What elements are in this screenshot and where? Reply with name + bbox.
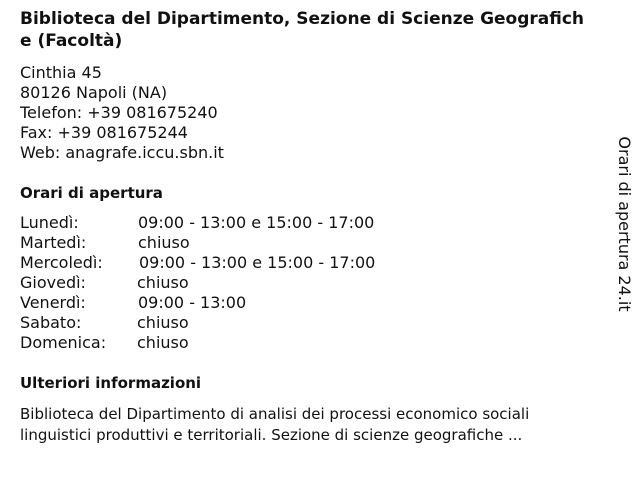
day-hours: chiuso xyxy=(137,313,189,332)
info-heading: Ulteriori informazioni xyxy=(20,374,202,392)
brand-text: Orari di apertura 24.it xyxy=(615,136,634,312)
day-hours: chiuso xyxy=(138,233,190,252)
website-link[interactable]: Web: anagrafe.iccu.sbn.it xyxy=(20,143,224,162)
day-label: Mercoledì: xyxy=(20,253,103,272)
fax-number: Fax: +39 081675244 xyxy=(20,123,188,142)
description-line: linguistici produttivi e territoriali. Sezione di scienze geografiche ... xyxy=(20,426,523,444)
day-label: Lunedì: xyxy=(20,213,79,232)
day-label: Sabato: xyxy=(20,313,82,332)
day-hours: 09:00 - 13:00 xyxy=(138,293,247,312)
day-hours: 09:00 - 13:00 e 15:00 - 17:00 xyxy=(139,253,376,272)
day-hours: chiuso xyxy=(137,273,189,292)
hours-heading: Orari di apertura xyxy=(20,184,163,202)
address-block xyxy=(20,63,224,163)
description-line: Biblioteca del Dipartimento di analisi dei processi economico sociali xyxy=(20,405,530,423)
street-address: Cinthia 45 xyxy=(20,63,102,82)
description xyxy=(20,404,620,446)
day-label: Giovedì: xyxy=(20,273,86,292)
day-label: Domenica: xyxy=(20,333,107,352)
day-hours: chiuso xyxy=(137,333,189,352)
brand-watermark xyxy=(612,136,636,312)
phone-number[interactable]: Telefon: +39 081675240 xyxy=(20,103,218,122)
day-label: Venerdì: xyxy=(20,293,86,312)
day-label: Martedì: xyxy=(20,233,87,252)
city-postal: 80126 Napoli (NA) xyxy=(20,83,168,102)
page-title: Biblioteca del Dipartimento, Sezione di Scienze Geografiche (Facoltà) xyxy=(20,9,585,51)
day-hours: 09:00 - 13:00 e 15:00 - 17:00 xyxy=(138,213,375,232)
